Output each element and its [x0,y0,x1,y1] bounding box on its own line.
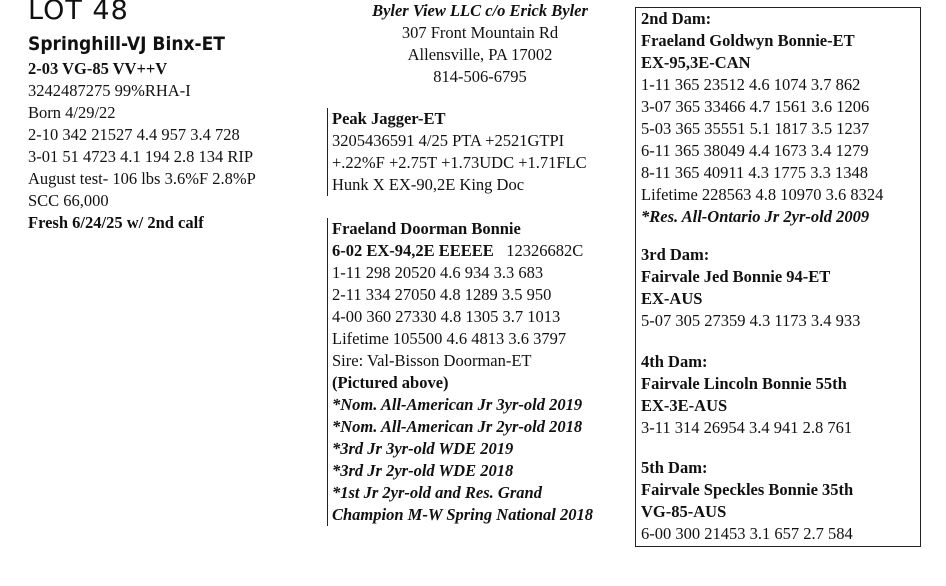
animal-details [28,58,256,234]
consignor-address: 307 Front Mountain Rd [401,23,559,42]
dam-pictured-note: (Pictured above) [332,373,449,392]
dam-award: *3rd Jr 3yr-old WDE 2019 [332,439,514,458]
fourth-dam-classification: EX-3E-AUS [641,396,728,415]
dam-award: *Nom. All-American Jr 3yr-old 2019 [332,395,583,414]
fifth-dam-name: Fairvale Speckles Bonnie 35th [641,480,854,499]
dam-award: *3rd Jr 2yr-old WDE 2018 [332,461,514,480]
second-dam-record: 6-11 365 38049 4.4 1673 3.4 1279 [641,141,869,160]
third-dam-classification: EX-AUS [641,289,703,308]
lot-title: LOT 48 [28,0,129,26]
fresh-date: Fresh 6/24/25 w/ 2nd calf [28,213,204,232]
dam-name: Fraeland Doorman Bonnie [332,219,521,238]
sire-pedigree: Hunk X EX-90,2E King Doc [332,175,525,194]
second-dam-classification: EX-95,3E-CAN [641,53,751,72]
second-dam-record: 1-11 365 23512 4.6 1074 3.7 862 [641,75,861,94]
third-dam-name: Fairvale Jed Bonnie 94-ET [641,267,831,286]
consignor-phone: 814-506-6795 [433,67,527,86]
dam-award: *Nom. All-American Jr 2yr-old 2018 [332,417,583,436]
consignor-contact [330,0,630,88]
classification: 2-03 VG-85 VV++V [28,59,168,78]
consignor-name: Byler View LLC c/o Erick Byler [372,1,588,20]
fifth-dam-record: 6-00 300 21453 3.1 657 2.7 584 [641,524,853,543]
second-dam-heading: 2nd Dam: [641,9,712,28]
dam-award: *1st Jr 2yr-old and Res. Grand [332,483,542,502]
production-record: 3-01 51 4723 4.1 194 2.8 134 RIP [28,147,254,166]
somatic-cell-count: SCC 66,000 [28,191,109,210]
second-dam-name: Fraeland Goldwyn Bonnie-ET [641,31,855,50]
dam-classification-row [332,240,593,262]
sire-section [327,108,587,196]
third-dam-record: 5-07 305 27359 4.3 1173 3.4 933 [641,311,861,330]
birth-date: Born 4/29/22 [28,103,116,122]
third-dam-heading: 3rd Dam: [641,245,710,264]
sire-pta: 3205436591 4/25 PTA +2521GTPI [332,131,565,150]
second-dam-record: 5-03 365 35551 5.1 1817 3.5 1237 [641,119,870,138]
fifth-dam [641,457,853,545]
dam-section [327,218,593,526]
dam-record: 4-00 360 27330 4.8 1305 3.7 1013 [332,307,561,326]
sire-traits: +.22%F +2.75T +1.73UDC +1.71FLC [332,153,587,172]
dam-classification: 6-02 EX-94,2E EEEEE [332,241,494,260]
consignor-city: Allensville, PA 17002 [407,45,553,64]
sire-name: Peak Jagger-ET [332,109,446,128]
fifth-dam-classification: VG-85-AUS [641,502,727,521]
dam-record: 2-11 334 27050 4.8 1289 3.5 950 [332,285,552,304]
third-dam [641,244,860,332]
dam-sire: Sire: Val-Bisson Doorman-ET [332,351,532,370]
dam-lifetime: Lifetime 105500 4.6 4813 3.6 3797 [332,329,567,348]
second-dam-record: 8-11 365 40911 4.3 1775 3.3 1348 [641,163,869,182]
milk-test: August test- 106 lbs 3.6%F 2.8%P [28,169,256,188]
fourth-dam-record: 3-11 314 26954 3.4 941 2.8 761 [641,418,853,437]
registration: 3242487275 99%RHA-I [28,81,191,100]
fifth-dam-heading: 5th Dam: [641,458,708,477]
production-record: 2-10 342 21527 4.4 957 3.4 728 [28,125,240,144]
dam-record: 1-11 298 20520 4.6 934 3.3 683 [332,263,544,282]
animal-name: Springhill-VJ Binx-ET [28,33,225,55]
fourth-dam-name: Fairvale Lincoln Bonnie 55th [641,374,847,393]
second-dam-award: *Res. All-Ontario Jr 2yr-old 2009 [641,207,870,226]
dam-award: Champion M-W Spring National 2018 [332,505,594,524]
second-dam-lifetime: Lifetime 228563 4.8 10970 3.6 8324 [641,185,884,204]
fourth-dam-heading: 4th Dam: [641,352,708,371]
second-dam [641,8,883,228]
second-dam-record: 3-07 365 33466 4.7 1561 3.6 1206 [641,97,870,116]
fourth-dam [641,351,852,439]
dam-registration: 12326682C [506,241,584,260]
